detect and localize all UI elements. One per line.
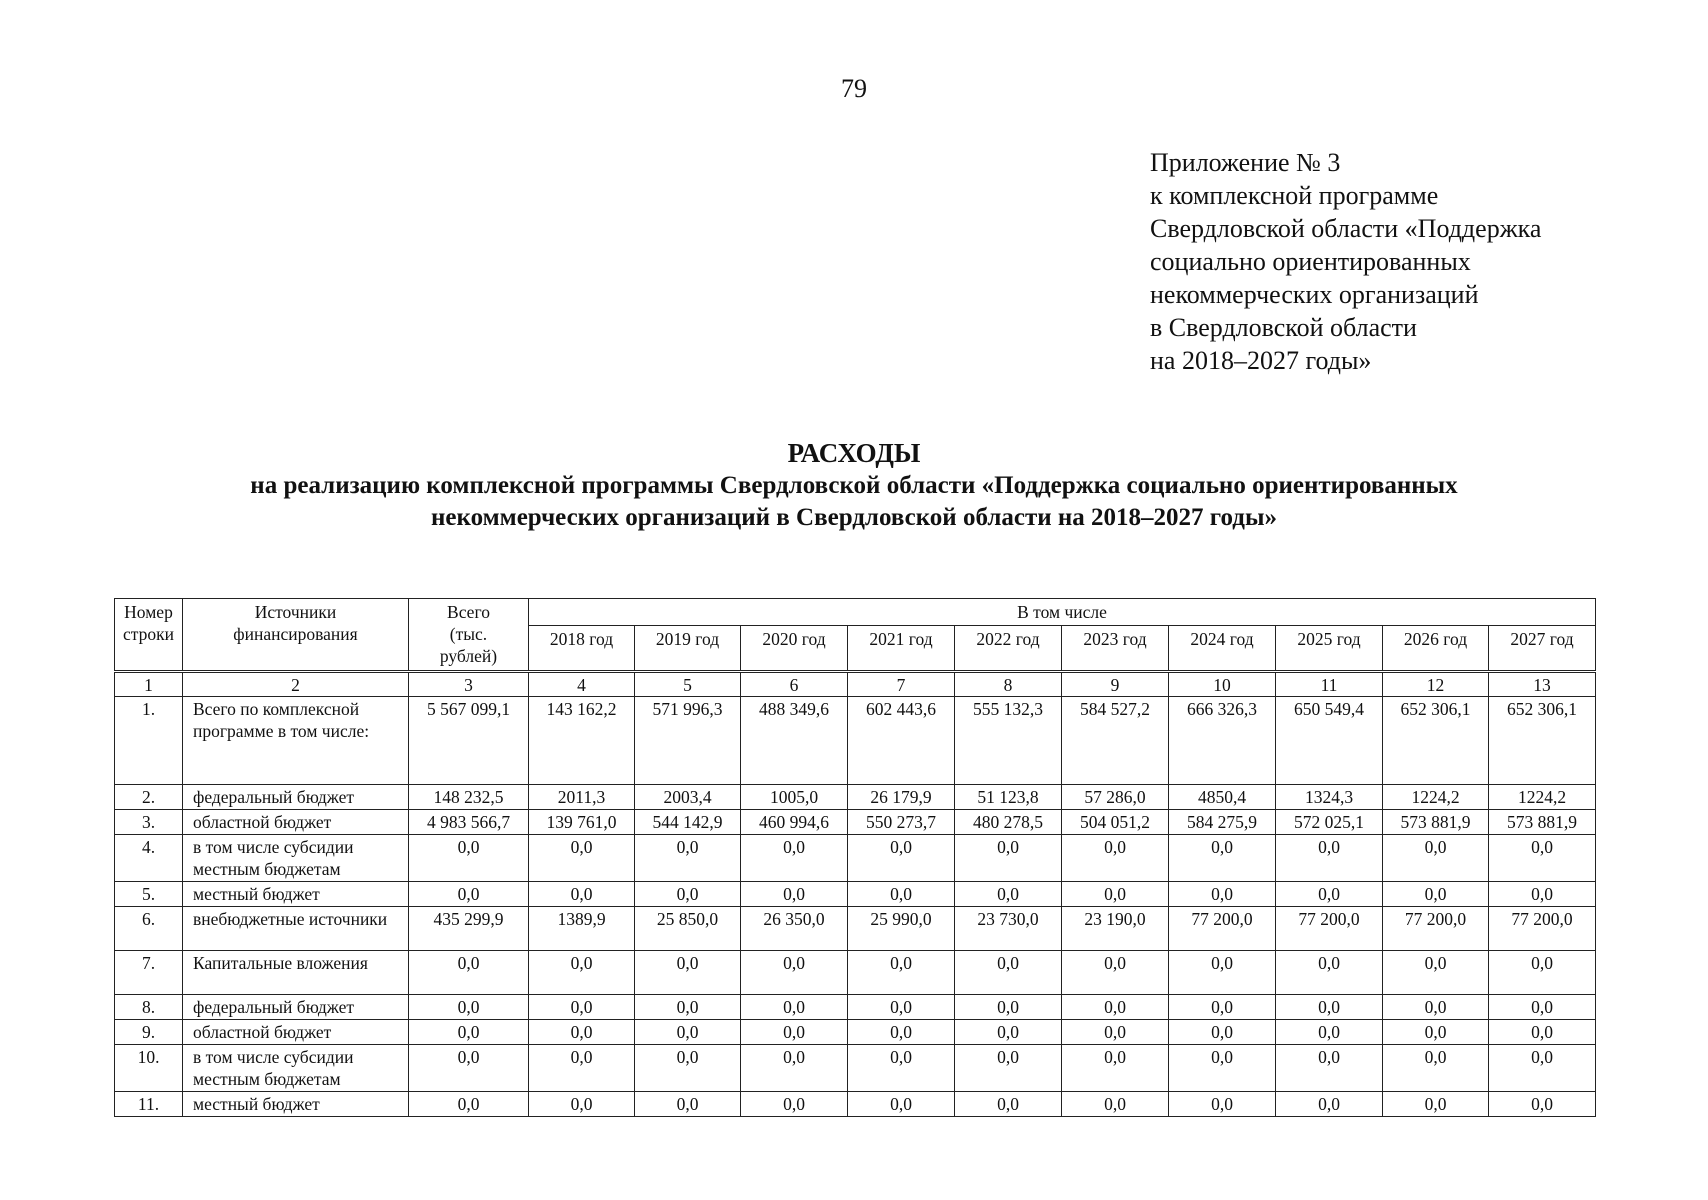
year-value-cell: 0,0	[1169, 1020, 1276, 1045]
year-value-cell: 57 286,0	[1062, 785, 1169, 810]
year-value-cell: 571 996,3	[635, 697, 741, 785]
year-value-cell: 77 200,0	[1383, 907, 1489, 951]
year-value-cell: 1224,2	[1489, 785, 1596, 810]
row-number-cell: 9.	[115, 1020, 183, 1045]
appendix-line: на 2018–2027 годы»	[1150, 346, 1372, 375]
year-value-cell: 0,0	[1383, 1092, 1489, 1117]
year-value-cell: 488 349,6	[741, 697, 848, 785]
year-value-cell: 0,0	[741, 1092, 848, 1117]
row-number-cell: 5.	[115, 882, 183, 907]
header-year: 2027 год	[1489, 626, 1596, 672]
table-body	[115, 697, 1596, 1117]
year-value-cell: 0,0	[1489, 882, 1596, 907]
appendix-line: в Свердловской области	[1150, 313, 1417, 342]
year-value-cell: 0,0	[635, 1020, 741, 1045]
year-value-cell: 0,0	[741, 1020, 848, 1045]
header-year: 2026 год	[1383, 626, 1489, 672]
column-number: 2	[183, 672, 409, 697]
header-total: Всего (тыс. рублей)	[409, 599, 529, 672]
year-value-cell: 143 162,2	[529, 697, 635, 785]
year-value-cell: 0,0	[741, 951, 848, 995]
source-cell: областной бюджет	[183, 810, 409, 835]
header-year: 2020 год	[741, 626, 848, 672]
header-row-top	[115, 599, 1596, 626]
row-number-cell: 4.	[115, 835, 183, 882]
column-number: 9	[1062, 672, 1169, 697]
year-value-cell: 0,0	[1383, 835, 1489, 882]
table-row	[115, 835, 1596, 882]
year-value-cell: 0,0	[1276, 951, 1383, 995]
year-value-cell: 0,0	[848, 882, 955, 907]
total-cell: 5 567 099,1	[409, 697, 529, 785]
column-number: 6	[741, 672, 848, 697]
total-cell: 0,0	[409, 995, 529, 1020]
source-cell: Капитальные вложения	[183, 951, 409, 995]
year-value-cell: 480 278,5	[955, 810, 1062, 835]
header-year: 2018 год	[529, 626, 635, 672]
total-cell: 0,0	[409, 951, 529, 995]
year-value-cell: 0,0	[529, 882, 635, 907]
year-value-cell: 0,0	[1276, 1045, 1383, 1092]
year-value-cell: 1324,3	[1276, 785, 1383, 810]
year-value-cell: 26 179,9	[848, 785, 955, 810]
year-value-cell: 26 350,0	[741, 907, 848, 951]
year-value-cell: 652 306,1	[1489, 697, 1596, 785]
source-cell: федеральный бюджет	[183, 995, 409, 1020]
column-number: 3	[409, 672, 529, 697]
year-value-cell: 0,0	[1276, 1020, 1383, 1045]
total-cell: 435 299,9	[409, 907, 529, 951]
year-value-cell: 0,0	[1062, 835, 1169, 882]
column-number: 13	[1489, 672, 1596, 697]
year-value-cell: 555 132,3	[955, 697, 1062, 785]
year-value-cell: 573 881,9	[1383, 810, 1489, 835]
header-year: 2022 год	[955, 626, 1062, 672]
year-value-cell: 2003,4	[635, 785, 741, 810]
header-including: В том числе	[529, 599, 1596, 626]
appendix-line: к комплексной программе	[1150, 181, 1439, 210]
year-value-cell: 0,0	[1169, 835, 1276, 882]
year-value-cell: 0,0	[955, 951, 1062, 995]
table-row	[115, 951, 1596, 995]
year-value-cell: 460 994,6	[741, 810, 848, 835]
year-value-cell: 0,0	[1169, 995, 1276, 1020]
source-cell: Всего по комплексной программе в том числе:	[183, 697, 409, 785]
year-value-cell: 0,0	[955, 995, 1062, 1020]
year-value-cell: 0,0	[1062, 1045, 1169, 1092]
total-cell: 4 983 566,7	[409, 810, 529, 835]
row-number-cell: 6.	[115, 907, 183, 951]
year-value-cell: 77 200,0	[1169, 907, 1276, 951]
source-cell: местный бюджет	[183, 1092, 409, 1117]
document-subtitle-line-1: на реализацию комплексной программы Свердловской области «Поддержка социально ориентированных	[250, 472, 1458, 499]
year-value-cell: 0,0	[1169, 882, 1276, 907]
year-value-cell: 0,0	[529, 951, 635, 995]
year-value-cell: 0,0	[635, 882, 741, 907]
source-cell: в том числе субсидии местным бюджетам	[183, 835, 409, 882]
year-value-cell: 0,0	[848, 1020, 955, 1045]
year-value-cell: 0,0	[741, 1045, 848, 1092]
year-value-cell: 573 881,9	[1489, 810, 1596, 835]
year-value-cell: 0,0	[529, 1045, 635, 1092]
year-value-cell: 602 443,6	[848, 697, 955, 785]
source-cell: внебюджетные источники	[183, 907, 409, 951]
year-value-cell: 4850,4	[1169, 785, 1276, 810]
table-row	[115, 907, 1596, 951]
year-value-cell: 0,0	[1276, 1092, 1383, 1117]
year-value-cell: 584 527,2	[1062, 697, 1169, 785]
column-number: 1	[115, 672, 183, 697]
year-value-cell: 23 190,0	[1062, 907, 1169, 951]
year-value-cell: 550 273,7	[848, 810, 955, 835]
source-cell: в том числе субсидии местным бюджетам	[183, 1045, 409, 1092]
year-value-cell: 0,0	[635, 835, 741, 882]
total-cell: 0,0	[409, 1020, 529, 1045]
year-value-cell: 0,0	[1489, 1020, 1596, 1045]
appendix-line: Приложение № 3	[1150, 148, 1341, 177]
column-number: 5	[635, 672, 741, 697]
column-number: 11	[1276, 672, 1383, 697]
header-sources: Источники финансирования	[183, 599, 409, 672]
year-value-cell: 0,0	[529, 1020, 635, 1045]
year-value-cell: 2011,3	[529, 785, 635, 810]
header-year: 2023 год	[1062, 626, 1169, 672]
header-year: 2019 год	[635, 626, 741, 672]
year-value-cell: 77 200,0	[1276, 907, 1383, 951]
column-number: 12	[1383, 672, 1489, 697]
expenses-table	[114, 598, 1596, 1117]
year-value-cell: 504 051,2	[1062, 810, 1169, 835]
total-cell: 0,0	[409, 882, 529, 907]
row-number-cell: 1.	[115, 697, 183, 785]
year-value-cell: 0,0	[635, 995, 741, 1020]
row-number-cell: 11.	[115, 1092, 183, 1117]
year-value-cell: 0,0	[1062, 951, 1169, 995]
appendix-note	[1150, 146, 1670, 377]
year-value-cell: 25 990,0	[848, 907, 955, 951]
year-value-cell: 0,0	[1489, 835, 1596, 882]
column-number: 10	[1169, 672, 1276, 697]
year-value-cell: 0,0	[1383, 995, 1489, 1020]
year-value-cell: 0,0	[1276, 835, 1383, 882]
year-value-cell: 0,0	[955, 882, 1062, 907]
year-value-cell: 0,0	[1276, 995, 1383, 1020]
source-cell: областной бюджет	[183, 1020, 409, 1045]
table-row	[115, 1045, 1596, 1092]
page-number: 79	[841, 74, 867, 103]
year-value-cell: 0,0	[1489, 1045, 1596, 1092]
year-value-cell: 0,0	[529, 835, 635, 882]
year-value-cell: 0,0	[955, 1092, 1062, 1117]
year-value-cell: 0,0	[1062, 882, 1169, 907]
year-value-cell: 0,0	[955, 835, 1062, 882]
total-cell: 148 232,5	[409, 785, 529, 810]
source-cell: федеральный бюджет	[183, 785, 409, 810]
year-value-cell: 0,0	[848, 1092, 955, 1117]
total-cell: 0,0	[409, 1092, 529, 1117]
table-row	[115, 1020, 1596, 1045]
year-value-cell: 0,0	[955, 1020, 1062, 1045]
year-value-cell: 0,0	[741, 882, 848, 907]
row-number-cell: 2.	[115, 785, 183, 810]
row-number-cell: 7.	[115, 951, 183, 995]
year-value-cell: 0,0	[1489, 995, 1596, 1020]
year-value-cell: 23 730,0	[955, 907, 1062, 951]
column-numbers-row	[115, 672, 1596, 697]
year-value-cell: 0,0	[848, 951, 955, 995]
table-row	[115, 1092, 1596, 1117]
document-title: РАСХОДЫ	[787, 438, 921, 468]
year-value-cell: 0,0	[1169, 951, 1276, 995]
appendix-line: Свердловской области «Поддержка	[1150, 214, 1542, 243]
header-row-number: Номер строки	[115, 599, 183, 672]
document-heading	[0, 436, 1708, 534]
year-value-cell: 139 761,0	[529, 810, 635, 835]
appendix-line: некоммерческих организаций	[1150, 280, 1479, 309]
header-year: 2024 год	[1169, 626, 1276, 672]
year-value-cell: 0,0	[1062, 995, 1169, 1020]
year-value-cell: 0,0	[529, 995, 635, 1020]
table-row	[115, 995, 1596, 1020]
table-row	[115, 785, 1596, 810]
year-value-cell: 1005,0	[741, 785, 848, 810]
year-value-cell: 0,0	[1383, 882, 1489, 907]
header-year: 2025 год	[1276, 626, 1383, 672]
year-value-cell: 0,0	[1383, 1020, 1489, 1045]
row-number-cell: 8.	[115, 995, 183, 1020]
year-value-cell: 544 142,9	[635, 810, 741, 835]
year-value-cell: 0,0	[1489, 1092, 1596, 1117]
year-value-cell: 650 549,4	[1276, 697, 1383, 785]
row-number-cell: 10.	[115, 1045, 183, 1092]
year-value-cell: 0,0	[848, 835, 955, 882]
total-cell: 0,0	[409, 1045, 529, 1092]
year-value-cell: 0,0	[848, 995, 955, 1020]
appendix-line: социально ориентированных	[1150, 247, 1471, 276]
total-cell: 0,0	[409, 835, 529, 882]
year-value-cell: 0,0	[635, 1092, 741, 1117]
year-value-cell: 1224,2	[1383, 785, 1489, 810]
year-value-cell: 0,0	[741, 995, 848, 1020]
table-row	[115, 697, 1596, 785]
year-value-cell: 25 850,0	[635, 907, 741, 951]
year-value-cell: 572 025,1	[1276, 810, 1383, 835]
table-row	[115, 810, 1596, 835]
source-cell: местный бюджет	[183, 882, 409, 907]
year-value-cell: 77 200,0	[1489, 907, 1596, 951]
table-row	[115, 882, 1596, 907]
column-number: 4	[529, 672, 635, 697]
row-number-cell: 3.	[115, 810, 183, 835]
year-value-cell: 0,0	[848, 1045, 955, 1092]
year-value-cell: 0,0	[1489, 951, 1596, 995]
year-value-cell: 0,0	[635, 1045, 741, 1092]
column-number: 7	[848, 672, 955, 697]
year-value-cell: 0,0	[1062, 1020, 1169, 1045]
year-value-cell: 0,0	[1383, 1045, 1489, 1092]
year-value-cell: 0,0	[955, 1045, 1062, 1092]
year-value-cell: 0,0	[1169, 1045, 1276, 1092]
year-value-cell: 0,0	[1383, 951, 1489, 995]
year-value-cell: 652 306,1	[1383, 697, 1489, 785]
year-value-cell: 584 275,9	[1169, 810, 1276, 835]
year-value-cell: 1389,9	[529, 907, 635, 951]
year-value-cell: 0,0	[1169, 1092, 1276, 1117]
document-subtitle-line-2: некоммерческих организаций в Свердловской области на 2018–2027 годы»	[431, 504, 1277, 531]
year-value-cell: 0,0	[1062, 1092, 1169, 1117]
header-year: 2021 год	[848, 626, 955, 672]
year-value-cell: 666 326,3	[1169, 697, 1276, 785]
year-value-cell: 51 123,8	[955, 785, 1062, 810]
year-value-cell: 0,0	[741, 835, 848, 882]
column-number: 8	[955, 672, 1062, 697]
year-value-cell: 0,0	[529, 1092, 635, 1117]
year-value-cell: 0,0	[1276, 882, 1383, 907]
year-value-cell: 0,0	[635, 951, 741, 995]
